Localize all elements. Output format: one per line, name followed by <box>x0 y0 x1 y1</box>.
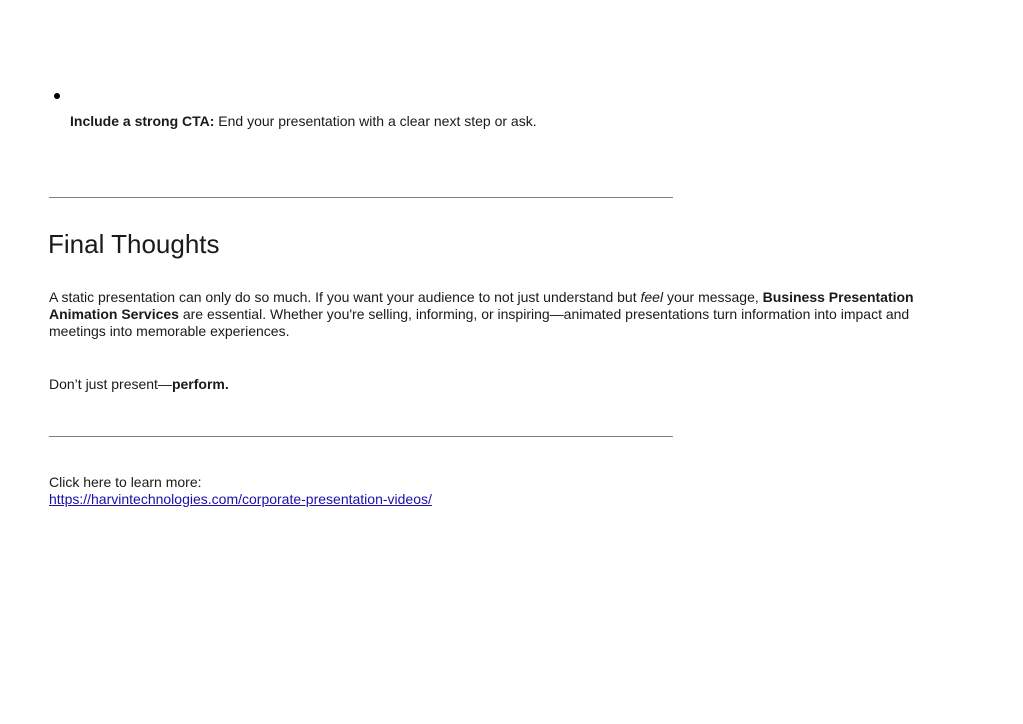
cta-block <box>49 474 432 508</box>
horizontal-divider <box>49 197 673 198</box>
tagline-lead: Don’t just present— <box>49 376 172 392</box>
final-thoughts-paragraph <box>49 289 949 340</box>
bullet-body: End your presentation with a clear next step or ask. <box>214 113 537 129</box>
cta-label: Click here to learn more: <box>49 474 202 490</box>
paragraph-text-2: your message, <box>663 289 763 305</box>
paragraph-text-3: are essential. Whether you're selling, informing, or inspiring—animated presentations turn information into impact and meetings into memorable experiences. <box>49 306 910 339</box>
horizontal-divider-2 <box>49 436 673 437</box>
paragraph-strong: Business Presentation Animation Services <box>49 289 914 322</box>
section-heading: Final Thoughts <box>48 229 220 259</box>
bullet-label: Include a strong CTA: <box>70 113 215 129</box>
bullet-dot-icon <box>54 93 60 99</box>
paragraph-text-1: A static presentation can only do so much. If you want your audience to not just understand but <box>49 289 641 305</box>
tagline <box>49 376 229 393</box>
paragraph-emphasis: feel <box>640 289 664 305</box>
cta-link[interactable]: https://harvintechnologies.com/corporate-presentation-videos/ <box>49 491 432 507</box>
bullet-item <box>70 113 537 130</box>
tagline-strong: perform. <box>171 376 229 392</box>
